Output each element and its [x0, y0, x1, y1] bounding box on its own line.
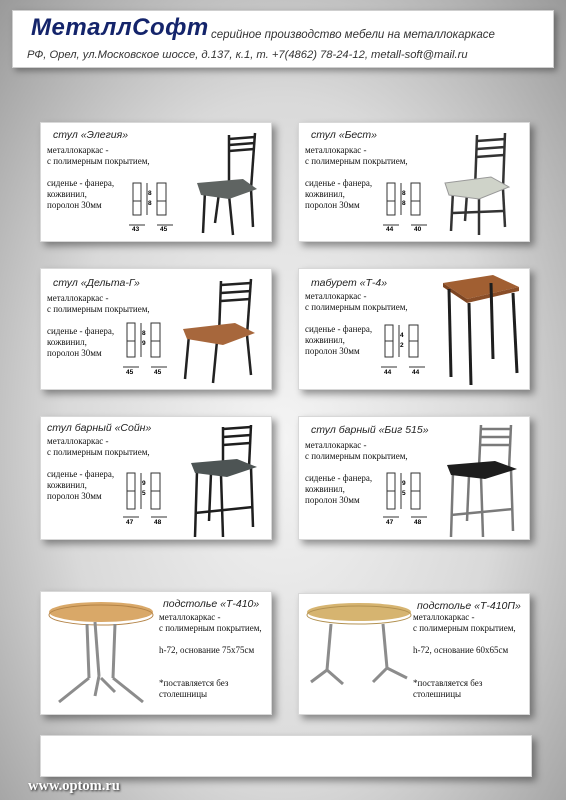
- product-card-elegiya: [40, 122, 272, 242]
- desc-line: металлокаркас -: [47, 145, 109, 155]
- stool-seat: [443, 275, 519, 299]
- company-logo: МеталлСофт: [31, 14, 209, 41]
- product-title: подстолье «Т-410П»: [417, 600, 521, 612]
- desc-line: кожвинил,: [47, 480, 87, 490]
- height-label: 9: [142, 340, 146, 347]
- desc-line: h-72, основание 60х65см: [413, 645, 509, 655]
- desc-line: металлокаркас -: [305, 440, 367, 450]
- desc-line: сиденье - фанера,: [47, 469, 115, 479]
- chair-seat: [445, 177, 509, 199]
- table-base-image: [303, 598, 415, 712]
- product-card-big515: [298, 416, 530, 540]
- company-address: РФ, Орел, ул.Московское шоссе, д.137, к.1, т. +7(4862) 78-24-12, metall-soft@mail.ru: [27, 49, 468, 61]
- width-label: 40: [414, 226, 422, 233]
- height-label: 8: [148, 190, 152, 197]
- product-description: [413, 612, 516, 700]
- dimension-diagram: [381, 471, 435, 527]
- bar-chair-image: [441, 421, 525, 539]
- product-card-soyn: [40, 416, 272, 540]
- width-label: 43: [132, 226, 140, 233]
- site-link[interactable]: www.optom.ru: [28, 778, 120, 794]
- height-label: 8: [142, 330, 146, 337]
- chair-seat: [447, 461, 517, 479]
- desc-line: металлокаркас -: [47, 293, 109, 303]
- dimension-diagram: [127, 181, 179, 233]
- dimension-diagram: [381, 181, 433, 233]
- desc-line: с полимерным покрытием,: [159, 623, 262, 633]
- height-label: 8: [402, 200, 406, 207]
- desc-line: с полимерным покрытием,: [305, 156, 408, 166]
- desc-line: металлокаркас -: [305, 145, 367, 155]
- chair-seat: [191, 459, 257, 477]
- product-title: стул барный «Сойн»: [47, 422, 152, 434]
- desc-line: сиденье - фанера,: [47, 326, 115, 336]
- table-card-t410p: [298, 593, 530, 715]
- width-label: 45: [160, 226, 168, 233]
- desc-line: поролон 30мм: [305, 346, 360, 356]
- desc-line: кожвинил,: [305, 189, 345, 199]
- chair-seat: [183, 323, 255, 345]
- product-description: [159, 612, 262, 700]
- height-label: 5: [402, 490, 406, 497]
- product-title: стул «Элегия»: [53, 129, 129, 141]
- width-label: 47: [386, 519, 394, 526]
- desc-note: *поставляется без: [159, 678, 229, 688]
- desc-line: поролон 30мм: [47, 200, 102, 210]
- desc-line: кожвинил,: [305, 335, 345, 345]
- desc-line: с полимерным покрытием,: [47, 304, 150, 314]
- width-label: 45: [126, 369, 134, 376]
- product-title: табурет «Т-4»: [311, 277, 388, 289]
- desc-line: поролон 30мм: [47, 491, 102, 501]
- desc-line: с полимерным покрытием,: [413, 623, 516, 633]
- desc-note: *поставляется без: [413, 678, 483, 688]
- dimension-diagram: [121, 471, 175, 527]
- desc-note: столешницы: [159, 689, 208, 699]
- desc-line: сиденье - фанера,: [47, 178, 115, 188]
- desc-line: с полимерным покрытием,: [47, 156, 150, 166]
- width-label: 47: [126, 519, 134, 526]
- chair-image: [189, 131, 269, 239]
- footer-blank-panel: [40, 735, 532, 777]
- height-label: 5: [142, 490, 146, 497]
- desc-line: h-72, основание 75х75см: [159, 645, 255, 655]
- desc-line: с полимерным покрытием,: [47, 447, 150, 457]
- product-title: стул барный «Биг 515»: [311, 424, 429, 436]
- bar-chair-image: [187, 421, 267, 539]
- height-label: 8: [402, 190, 406, 197]
- table-base-image: [45, 596, 157, 712]
- table-card-t410: [40, 591, 272, 715]
- desc-line: кожвинил,: [305, 484, 345, 494]
- desc-line: кожвинил,: [47, 189, 87, 199]
- desc-line: с полимерным покрытием,: [305, 302, 408, 312]
- desc-line: с полимерным покрытием,: [305, 451, 408, 461]
- stool-image: [439, 273, 523, 387]
- height-label: 9: [142, 480, 146, 487]
- product-card-t4: [298, 268, 530, 390]
- company-tagline: серийное производство мебели на металлокаркасе: [211, 29, 495, 41]
- height-label: 2: [400, 342, 404, 349]
- dimension-diagram: [379, 323, 431, 377]
- product-title: стул «Дельта-Г»: [53, 277, 140, 289]
- header-banner: [12, 10, 554, 68]
- width-label: 48: [414, 519, 422, 526]
- dimension-diagram: [121, 321, 173, 377]
- desc-line: сиденье - фанера,: [305, 178, 373, 188]
- desc-line: поролон 30мм: [305, 200, 360, 210]
- desc-line: поролон 30мм: [47, 348, 102, 358]
- width-label: 44: [412, 369, 420, 376]
- product-card-delta: [40, 268, 272, 390]
- product-card-best: [298, 122, 530, 242]
- width-label: 45: [154, 369, 162, 376]
- width-label: 44: [386, 226, 394, 233]
- desc-line: сиденье - фанера,: [305, 473, 373, 483]
- chair-image: [179, 275, 265, 387]
- product-title: стул «Бест»: [311, 129, 377, 141]
- height-label: 4: [400, 332, 404, 339]
- desc-line: кожвинил,: [47, 337, 87, 347]
- desc-line: металлокаркас -: [47, 436, 109, 446]
- desc-line: металлокаркас -: [305, 291, 367, 301]
- width-label: 44: [384, 369, 392, 376]
- height-label: 8: [148, 200, 152, 207]
- height-label: 9: [402, 480, 406, 487]
- desc-note: столешницы: [413, 689, 462, 699]
- desc-line: металлокаркас -: [159, 612, 221, 622]
- width-label: 48: [154, 519, 162, 526]
- chair-image: [439, 131, 519, 239]
- product-title: подстолье «Т-410»: [163, 598, 260, 610]
- desc-line: металлокаркас -: [413, 612, 475, 622]
- desc-line: сиденье - фанера,: [305, 324, 373, 334]
- desc-line: поролон 30мм: [305, 495, 360, 505]
